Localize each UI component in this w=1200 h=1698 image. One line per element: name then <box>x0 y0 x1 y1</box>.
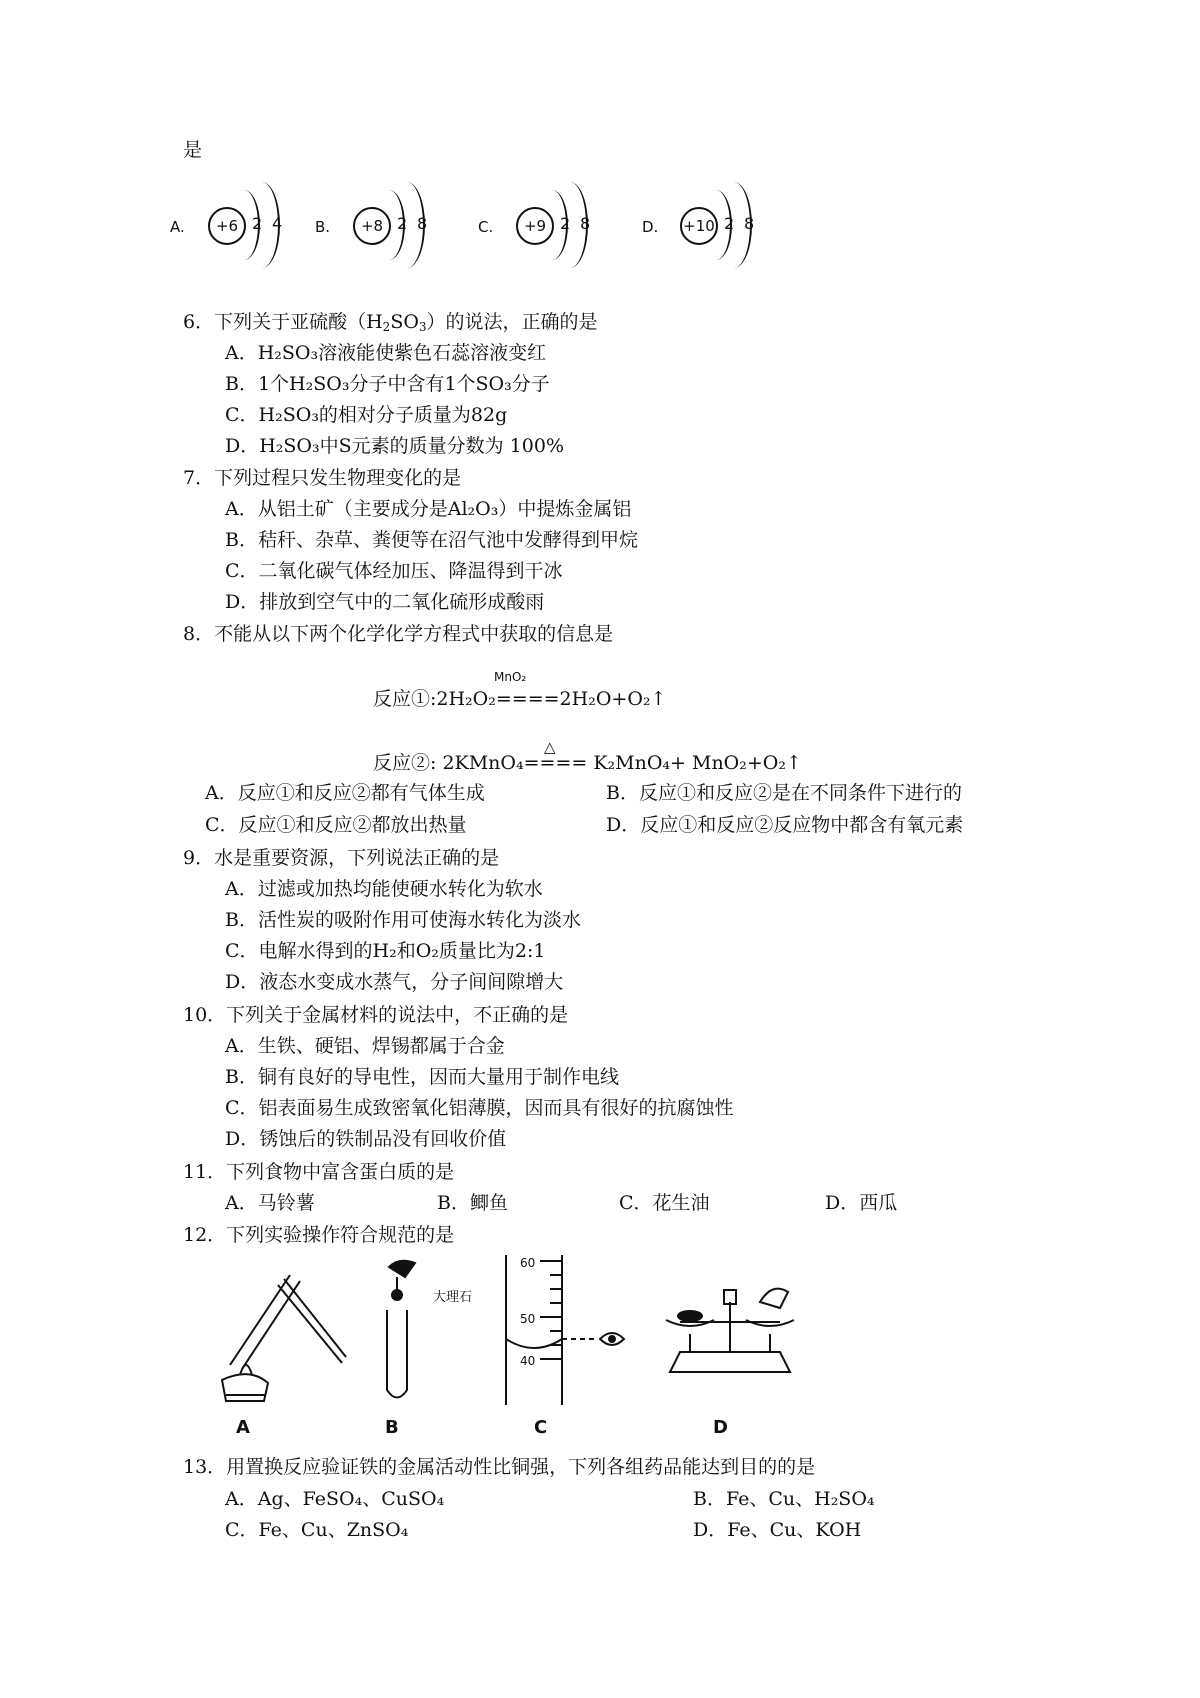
q12-stem: 12．下列实验操作符合规范的是 <box>183 1224 455 1246</box>
atom-nucleus: +9 <box>516 207 554 245</box>
q6-option-b: B．1个H₂SO₃分子中含有1个SO₃分子 <box>225 373 550 395</box>
stem-text: ）的说法，正确的是 <box>426 311 598 333</box>
q10-stem: 10．下列关于金属材料的说法中，不正确的是 <box>183 1004 569 1026</box>
shell-electrons: 4 <box>272 214 283 233</box>
marble-caption: 大理石 <box>433 1290 473 1305</box>
subscript: 2 <box>382 320 391 334</box>
q9-option-a: A．过滤或加热均能使硬水转化为软水 <box>225 878 543 900</box>
shell-electrons: 2 <box>724 214 735 233</box>
q7-option-d: D．排放到空气中的二氧化硫形成酸雨 <box>225 591 545 613</box>
atom-nucleus: +6 <box>208 207 246 245</box>
shell-electrons: 8 <box>580 214 591 233</box>
q9-option-b: B．活性炭的吸附作用可使海水转化为淡水 <box>225 909 581 931</box>
q7-option-b: B．秸秆、杂草、粪便等在沼气池中发酵得到甲烷 <box>225 529 638 551</box>
q5-option-c <box>478 188 618 268</box>
q8-option-c: C．反应①和反应②都放出热量 <box>205 814 467 836</box>
cylinder-tick-60: 60 <box>520 1256 536 1270</box>
reaction1-condition: MnO₂ <box>494 670 527 684</box>
q7-option-a: A．从铝土矿（主要成分是Al₂O₃）中提炼金属铝 <box>225 498 632 520</box>
q6-option-d: D．H₂SO₃中S元素的质量分数为 100% <box>225 435 565 457</box>
figure-d-balance-icon <box>660 1262 800 1392</box>
q11-option-d: D．西瓜 <box>825 1192 898 1214</box>
option-label: A. <box>170 218 185 236</box>
figure-c-cylinder-icon <box>500 1255 640 1405</box>
q13-option-c: C．Fe、Cu、ZnSO₄ <box>225 1519 409 1541</box>
shell-electrons: 2 <box>252 214 263 233</box>
q10-option-a: A．生铁、硬铝、焊锡都属于合金 <box>225 1035 505 1057</box>
q13-option-d: D．Fe、Cu、KOH <box>693 1519 862 1541</box>
figure-label-d: D <box>713 1417 728 1438</box>
q10-option-b: B．铜有良好的导电性，因而大量用于制作电线 <box>225 1066 619 1088</box>
q9-option-c: C．电解水得到的H₂和O₂质量比为2:1 <box>225 940 546 962</box>
q5-option-a <box>170 188 310 268</box>
cylinder-tick-40: 40 <box>520 1354 536 1368</box>
q6-option-a: A．H₂SO₃溶液能使紫色石蕊溶液变红 <box>225 342 547 364</box>
shell-electrons: 8 <box>417 214 428 233</box>
q6-option-c: C．H₂SO₃的相对分子质量为82g <box>225 404 508 426</box>
shell-electrons: 2 <box>397 214 408 233</box>
figure-a-heating-icon <box>220 1255 360 1405</box>
figure-b-test-tube-icon <box>375 1255 465 1405</box>
q8-stem: 8．不能从以下两个化学化学方程式中获取的信息是 <box>183 623 614 645</box>
figure-label-b: B <box>385 1417 399 1438</box>
q7-stem: 7．下列过程只发生物理变化的是 <box>183 467 462 489</box>
q7-option-c: C．二氧化碳气体经加压、降温得到干冰 <box>225 560 563 582</box>
q11-stem: 11．下列食物中富含蛋白质的是 <box>183 1161 455 1183</box>
option-label: B. <box>315 218 331 236</box>
q10-option-d: D．锈蚀后的铁制品没有回收价值 <box>225 1128 507 1150</box>
reaction2-equation: 反应②: 2KMnO₄==== K₂MnO₄+ MnO₂+O₂↑ <box>373 752 802 774</box>
reaction1-equation: 反应①:2H₂O₂====2H₂O+O₂↑ <box>373 688 667 710</box>
q10-option-c: C．铝表面易生成致密氧化铝薄膜，因而具有很好的抗腐蚀性 <box>225 1097 734 1119</box>
q11-option-b: B．鲫鱼 <box>437 1192 508 1214</box>
figure-label-a: A <box>236 1417 250 1438</box>
q5-option-b <box>315 188 455 268</box>
q9-stem: 9．水是重要资源，下列说法正确的是 <box>183 847 500 869</box>
option-label: C. <box>478 218 494 236</box>
option-label: D. <box>642 218 659 236</box>
q8-option-a: A．反应①和反应②都有气体生成 <box>205 782 485 804</box>
shell-electrons: 2 <box>560 214 571 233</box>
q5-option-d <box>642 188 782 268</box>
q13-option-b: B．Fe、Cu、H₂SO₄ <box>693 1488 875 1510</box>
reaction2-condition: △ <box>544 738 556 756</box>
stem-text: SO <box>390 311 419 333</box>
figure-label-c: C <box>534 1417 548 1438</box>
atom-nucleus: +10 <box>680 207 718 245</box>
subscript: 3 <box>418 320 427 334</box>
stem-text: 6．下列关于亚硫酸（H <box>183 311 383 333</box>
q6-stem <box>183 309 598 340</box>
shell-electrons: 8 <box>744 214 755 233</box>
q11-option-a: A．马铃薯 <box>225 1192 315 1214</box>
q13-option-a: A．Ag、FeSO₄、CuSO₄ <box>225 1488 445 1510</box>
q8-option-b: B．反应①和反应②是在不同条件下进行的 <box>606 782 962 804</box>
q9-option-d: D．液态水变成水蒸气，分子间间隙增大 <box>225 971 564 993</box>
atom-nucleus: +8 <box>353 207 391 245</box>
q13-stem: 13．用置换反应验证铁的金属活动性比铜强，下列各组药品能达到目的的是 <box>183 1456 816 1478</box>
q8-option-d: D．反应①和反应②反应物中都含有氧元素 <box>606 814 964 836</box>
q5-stem-tail: 是 <box>183 139 203 161</box>
q11-option-c: C．花生油 <box>619 1192 710 1214</box>
cylinder-tick-50: 50 <box>520 1312 536 1326</box>
